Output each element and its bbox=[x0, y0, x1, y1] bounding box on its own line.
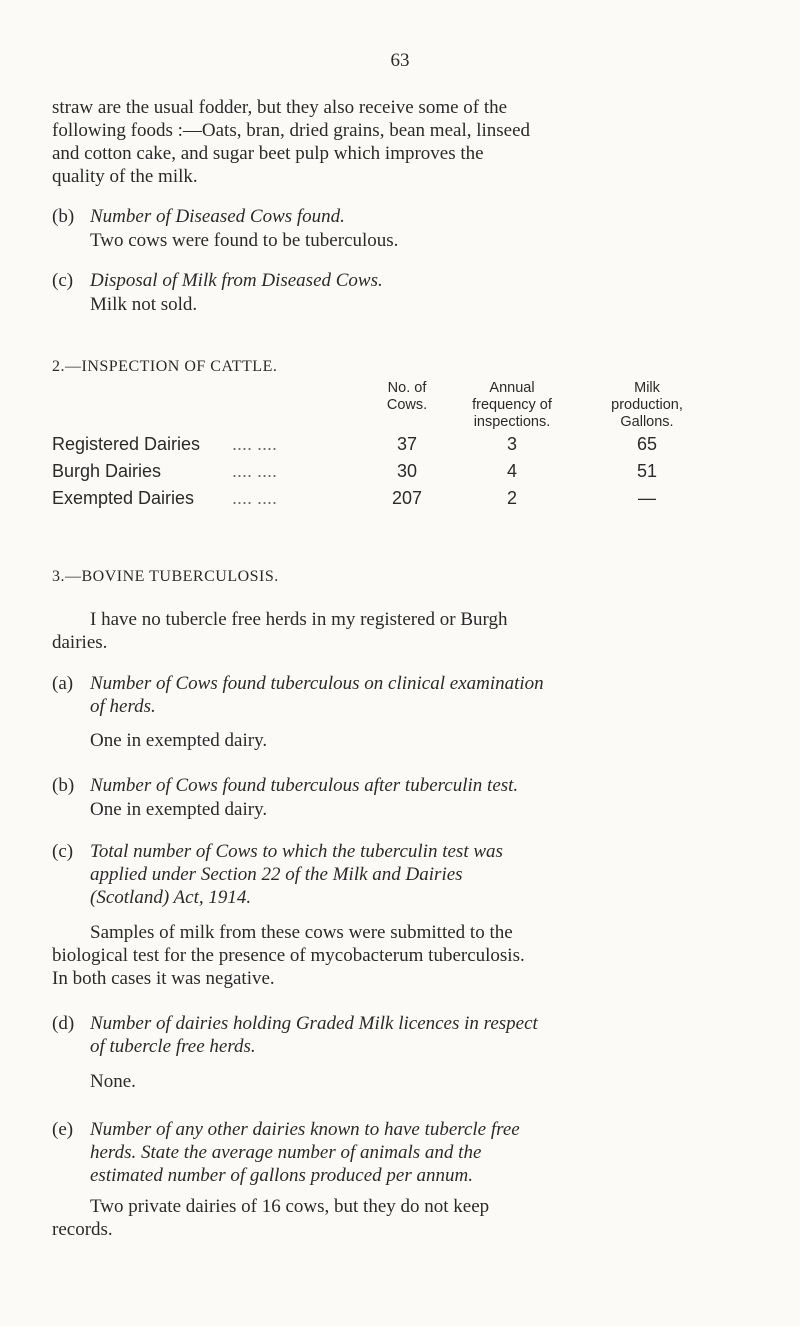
item-e-text-line-1: Two private dairies of 16 cows, but they do not keep bbox=[90, 1196, 490, 1217]
section-2-title: 2.—INSPECTION OF CATTLE. bbox=[52, 358, 278, 375]
cell-frequency: 4 bbox=[506, 461, 517, 481]
page-number: 63 bbox=[390, 50, 410, 71]
item-d-text: None. bbox=[90, 1071, 136, 1092]
item-label: (e) bbox=[52, 1119, 74, 1140]
row-leader-dots: .... .... bbox=[232, 461, 278, 481]
intro-line-2: following foods :—Oats, bran, dried grains, bean meal, linseed bbox=[52, 120, 531, 141]
item-d-heading-line-2: of tubercle free herds. bbox=[90, 1036, 256, 1057]
cell-frequency: 2 bbox=[506, 488, 517, 508]
item-heading-line: Number of dairies holding Graded Milk licences in respect bbox=[90, 1013, 538, 1034]
header-line: production, bbox=[611, 397, 683, 413]
intro-line-3: and cotton cake, and sugar beet pulp which improves the bbox=[52, 143, 484, 164]
item-b-text: One in exempted dairy. bbox=[90, 799, 268, 820]
item-heading-line: Total number of Cows to which the tuberculin test was bbox=[90, 841, 503, 862]
item-e-heading-line-2: herds. State the average number of animals and the bbox=[90, 1142, 482, 1163]
cell-frequency: 3 bbox=[506, 434, 517, 454]
column-header-frequency bbox=[447, 380, 577, 431]
disposal-text: Milk not sold. bbox=[90, 294, 198, 315]
item-label: (d) bbox=[52, 1013, 75, 1034]
item-c-heading-line-2: applied under Section 22 of the Milk and Dairies bbox=[90, 864, 463, 885]
header-line: Annual bbox=[489, 380, 535, 396]
item-label: (b) bbox=[52, 775, 75, 796]
item-label: (c) bbox=[52, 841, 74, 862]
item-heading-line: Number of any other dairies known to have tubercle free bbox=[90, 1119, 520, 1140]
item-label: (c) bbox=[52, 270, 74, 291]
row-label-exempted: Exempted Dairies bbox=[52, 488, 195, 508]
section-3-intro-line-2: dairies. bbox=[52, 632, 108, 653]
header-line: Gallons. bbox=[620, 414, 674, 430]
diseased-cows-text: Two cows were found to be tuberculous. bbox=[90, 230, 399, 251]
item-label: (b) bbox=[52, 206, 75, 227]
row-leader-dots: .... .... bbox=[232, 434, 278, 454]
cell-cows: 207 bbox=[391, 488, 423, 508]
row-label-burgh: Burgh Dairies bbox=[52, 461, 162, 481]
cell-milk: 51 bbox=[636, 461, 658, 481]
item-heading: Number of Diseased Cows found. bbox=[90, 206, 345, 227]
cell-cows: 30 bbox=[396, 461, 418, 481]
cell-milk: 65 bbox=[636, 434, 658, 454]
item-c-text-line-3: In both cases it was negative. bbox=[52, 968, 275, 989]
intro-line-1: straw are the usual fodder, but they also receive some of the bbox=[52, 97, 508, 118]
header-line: Milk bbox=[634, 380, 660, 396]
header-line: No. of bbox=[387, 380, 427, 396]
header-line: inspections. bbox=[473, 414, 551, 430]
item-e-heading-line-3: estimated number of gallons produced per annum. bbox=[90, 1165, 473, 1186]
section-3-title: 3.—BOVINE TUBERCULOSIS. bbox=[52, 568, 279, 585]
item-c-text-line-1: Samples of milk from these cows were submitted to the bbox=[90, 922, 513, 943]
row-leader-dots: .... .... bbox=[232, 488, 278, 508]
intro-line-4: quality of the milk. bbox=[52, 166, 198, 187]
header-line: Cows. bbox=[386, 397, 428, 413]
item-label: (a) bbox=[52, 673, 74, 694]
header-line: frequency of bbox=[472, 397, 552, 413]
row-label-registered: Registered Dairies bbox=[52, 434, 201, 454]
item-heading-line: Number of Cows found tuberculous after tuberculin test. bbox=[90, 775, 519, 796]
item-heading: Disposal of Milk from Diseased Cows. bbox=[90, 270, 383, 291]
item-a-text: One in exempted dairy. bbox=[90, 730, 268, 751]
item-a-heading-line-2: of herds. bbox=[90, 696, 156, 717]
section-3-intro-line-1: I have no tubercle free herds in my registered or Burgh bbox=[90, 609, 508, 630]
cell-cows: 37 bbox=[396, 434, 418, 454]
column-header-cows bbox=[367, 380, 447, 414]
item-heading-line: Number of Cows found tuberculous on clinical examination bbox=[90, 673, 544, 694]
item-c-text-line-2: biological test for the presence of mycobacterum tuberculosis. bbox=[52, 945, 525, 966]
column-header-milk bbox=[577, 380, 717, 431]
item-e-text-line-2: records. bbox=[52, 1219, 113, 1240]
cell-milk: — bbox=[638, 488, 656, 508]
item-c-heading-line-3: (Scotland) Act, 1914. bbox=[90, 887, 252, 908]
